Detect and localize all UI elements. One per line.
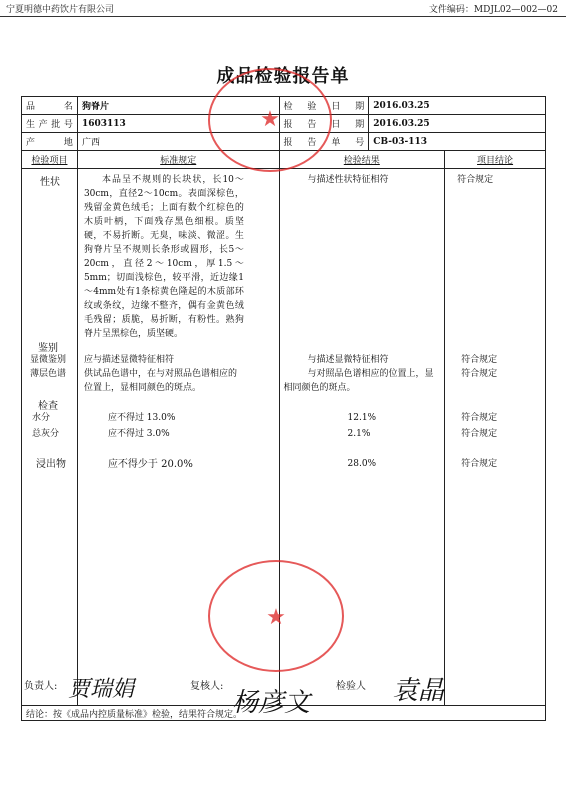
item-column [22, 169, 78, 706]
report-no-value: CB-03-113 [369, 133, 546, 151]
micro-conclusion: 符合规定 [461, 355, 498, 365]
col-standard: 标准规定 [77, 151, 279, 169]
ash-label: 总灰分 [32, 429, 60, 439]
water-standard: 应不得过 13.0% [107, 413, 176, 423]
header-divider [0, 16, 566, 17]
doc-number: 文件编码：MDJL02—002—02 [428, 5, 558, 15]
ash-result: 2.1% [347, 429, 371, 439]
extract-standard: 应不得少于 20.0% [107, 459, 193, 470]
tlc-label: 薄层色谱 [30, 369, 67, 379]
responsible-label: 负责人: [24, 681, 58, 692]
col-conclusion: 项目结论 [445, 151, 546, 169]
extract-result: 28.0% [347, 459, 377, 469]
inspect-date-label: 检验日期 [279, 97, 369, 115]
stamp-star-icon: ★ [260, 107, 280, 132]
col-result: 检验结果 [279, 151, 445, 169]
reviewer-signature: 杨彦文 [232, 688, 311, 718]
micro-label: 显微鉴别 [30, 355, 67, 365]
water-result: 12.1% [347, 413, 377, 423]
quality-stamp-graphic [210, 70, 330, 170]
inspect-date-value: 2016.03.25 [369, 97, 546, 115]
batch-value: 1603113 [77, 115, 279, 133]
responsible-signature: 贾瑞娟 [68, 677, 135, 702]
traits-label: 性状 [40, 177, 60, 188]
tlc-result: 与对照品色谱相应的位置上，显相同颜色的斑点。 [283, 369, 434, 393]
inspection-stamp [208, 560, 344, 672]
origin-value: 广西 [77, 133, 279, 151]
inspector-label: 检验人 [336, 681, 366, 692]
tlc-conclusion: 符合规定 [461, 369, 498, 379]
page-title: 成品检验报告单 [216, 66, 350, 87]
traits-standard: 本品呈不规则的长块状，长10～30cm，直径2～10cm。表面深棕色，残留金黄色绒毛；上面有数个红棕色的木质叶柄，下面残存黑色细根。质坚硬，不易折断。无臭，味淡、微涩。生狗脊片呈不规则长条形或圆形，长5～20cm，直径2～10cm，厚1.5～5mm；切面浅棕色，较平滑，近边缘1～4mm处有1条棕黄色隆起的木质部环纹或条纹，边缘不整齐，偶有金黄色绒毛残留；质脆，易折断，有粉性。熟狗脊片呈黑棕色，质坚硬。 [83, 175, 244, 339]
inspector-signature: 袁晶 [392, 676, 445, 706]
tlc-standard: 供试品色谱中，在与对照品色谱相应的位置上，显相同颜色的斑点。 [83, 369, 237, 393]
report-date-value: 2016.03.25 [369, 115, 546, 133]
water-label: 水分 [32, 413, 51, 423]
origin-label: 产 地 [22, 133, 78, 151]
col-item: 检验项目 [22, 151, 78, 169]
ash-standard: 应不得过 3.0% [107, 429, 170, 439]
micro-standard: 应与描述显微特征相符 [83, 355, 174, 365]
report-no-label: 报告单号 [279, 133, 369, 151]
product-label: 品 名 [22, 97, 78, 115]
extract-conclusion: 符合规定 [461, 459, 498, 469]
stamp-star-icon-2: ★ [266, 605, 286, 630]
quality-stamp [208, 68, 332, 172]
ash-conclusion: 符合规定 [461, 429, 498, 439]
identify-label: 鉴别 [38, 343, 58, 354]
traits-result: 与描述性状特征相符 [307, 175, 389, 185]
water-conclusion: 符合规定 [461, 413, 498, 423]
micro-result: 与描述显微特征相符 [307, 355, 389, 365]
product-value: 狗脊片 [77, 97, 279, 115]
conclusion-column [445, 169, 546, 706]
conclusion-row: 结论：按《成品内控质量标准》检验，结果符合规定。 [22, 706, 546, 721]
batch-label: 生产批号 [22, 115, 78, 133]
report-date-label: 报告日期 [279, 115, 369, 133]
reviewer-label: 复核人: [190, 681, 224, 692]
inspection-stamp-graphic [210, 562, 342, 670]
company-header: 宁夏明德中药饮片有限公司 [6, 5, 115, 15]
check-label: 检查 [38, 401, 58, 412]
extract-label: 浸出物 [36, 459, 66, 470]
traits-conclusion: 符合规定 [457, 175, 494, 185]
